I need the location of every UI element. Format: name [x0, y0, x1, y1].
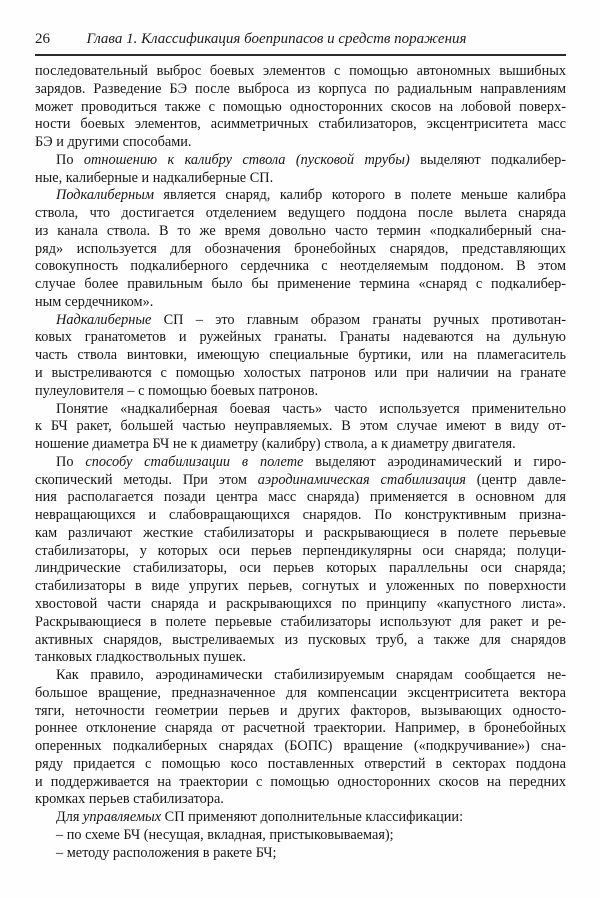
page-number: 26: [35, 31, 50, 47]
text-segment: стабилизаторы в виде упругих перьев, согнутых и уложенных по поверхности: [35, 578, 566, 595]
text-segment: тяги, неточности геометрии перьев и других факторов, вызывающих односто-: [35, 702, 566, 719]
text-line: [35, 152, 566, 170]
text-segment: скопический методы. При этом: [35, 471, 258, 488]
text-segment: Как правило, аэродинамически стабилизируемым снарядам сообщается не-: [56, 667, 566, 684]
page-header: [35, 31, 566, 51]
text-segment: ния располагается позади центра масс снаряда) применяется в основном для: [35, 489, 566, 506]
text-line: [35, 774, 566, 792]
text-line: [35, 170, 566, 188]
text-segment: часть ствола винтовки, имеющую специальные буртики, или на пламегаситель: [35, 347, 566, 364]
text-segment: ношение диаметра БЧ не к диаметру (калибру) ствола, а к диаметру двигателя.: [35, 436, 516, 453]
text-segment: кромках перьев стабилизатора.: [35, 791, 224, 808]
text-segment: и поддерживается на траектории с помощью односторонних скосов на передних: [35, 773, 566, 790]
text-segment: Для: [56, 809, 84, 826]
text-segment: роннее отклонение снаряда от расчетной траектории. Например, в бронебойных: [35, 720, 566, 737]
text-segment: ряд» используется для обозначения бронебойных снарядов, представляющих: [35, 240, 566, 257]
text-segment: – методу расположения в ракете БЧ;: [56, 844, 277, 861]
text-line: [35, 329, 566, 347]
text-segment: ствола, что достигается отделением ведущего поддона после вылета снаряда: [35, 205, 566, 222]
text-segment: выделяют аэродинамический и гиро-: [303, 453, 566, 470]
text-line: [35, 365, 566, 383]
text-line: [35, 294, 566, 312]
text-line: [35, 276, 566, 294]
text-line: [35, 436, 566, 454]
text-line: [35, 525, 566, 543]
text-segment: последовательный выброс боевых элементов с помощью автономных вышибных: [35, 63, 566, 79]
text-segment: выделяют подкалибер-: [409, 151, 566, 168]
text-segment: стабилизаторы, у которых оси перьев перпендикулярны оси снаряда; полуци-: [35, 542, 566, 559]
text-segment: и выстреливаются с помощью холостых патронов или при наличии на гранате: [35, 365, 566, 382]
text-line: [35, 578, 566, 596]
text-line: [35, 187, 566, 205]
text-line: [35, 312, 566, 330]
italic-text-segment: отношению к калибру ствола (пусковой трубы): [83, 151, 410, 168]
text-segment: По: [56, 453, 86, 470]
page-body: [35, 63, 566, 862]
text-segment: хвостовой части снаряда и раскрывающихся по принципу «капустного листа».: [35, 595, 566, 612]
text-segment: невращающихся и слабовращающихся снарядов. По конструктивным призна-: [35, 507, 566, 524]
text-segment: Раскрывающиеся в полете перьевые стабилизаторы используют для ракет и ре-: [35, 613, 566, 630]
text-line: [35, 418, 566, 436]
text-line: [35, 827, 566, 845]
text-segment: СП применяют дополнительные классификации:: [161, 809, 464, 826]
text-line: [35, 703, 566, 721]
italic-text-segment: управляемых: [83, 809, 162, 826]
text-line: [35, 614, 566, 632]
text-segment: танковых гладкоствольных пушек.: [35, 649, 246, 666]
italic-text-segment: аэродинамическая стабилизация: [257, 471, 466, 488]
text-segment: линдрические стабилизаторы, оси перьев которых параллельны оси снаряда;: [35, 560, 566, 577]
text-line: [35, 258, 566, 276]
text-segment: ряду придается с помощью косо поставленных отверстий в секторах поддона: [35, 755, 566, 772]
text-segment: активных снарядов, выстреливаемых из пусковых труб, а также для снарядов: [35, 631, 566, 648]
running-header: Глава 1. Классификация боеприпасов и средств поражения: [86, 31, 467, 47]
text-line: [35, 756, 566, 774]
italic-text-segment: Надкалиберные: [56, 311, 152, 328]
text-segment: большое вращение, предназначенное для компенсации эксцентриситета вектора: [35, 684, 566, 701]
text-line: [35, 791, 566, 809]
text-line: [35, 205, 566, 223]
text-line: [35, 99, 566, 117]
text-line: [35, 685, 566, 703]
text-line: [35, 347, 566, 365]
text-line: [35, 81, 566, 99]
text-line: [35, 649, 566, 667]
text-line: [35, 543, 566, 561]
text-line: [35, 223, 566, 241]
header-rule: [35, 54, 566, 56]
text-segment: По: [56, 151, 84, 168]
text-line: [35, 489, 566, 507]
text-segment: пулеуловителя – с помощью боевых патронов.: [35, 382, 319, 399]
text-segment: – по схеме БЧ (несущая, вкладная, пристыковываемая);: [56, 826, 394, 843]
text-line: [35, 845, 566, 863]
text-segment: является снаряд, калибр которого в полете меньше калибра: [153, 187, 566, 204]
text-segment: (центр давле-: [465, 471, 566, 488]
text-line: [35, 63, 566, 81]
text-line: [35, 472, 566, 490]
text-segment: может проводиться также с помощью односторонних скосов на лобовой поверх-: [35, 98, 566, 115]
text-line: [35, 401, 566, 419]
italic-text-segment: способу стабилизации в полете: [85, 453, 304, 470]
text-segment: кам различают жесткие стабилизаторы и раскрывающиеся в полете перьевые: [35, 524, 566, 541]
text-segment: ковых гранатометов и ружейных гранаты. Гранаты надеваются на дульную: [35, 329, 566, 346]
text-segment: зарядов. Разведение БЭ после выброса из корпуса по радиальным направлениям: [35, 80, 566, 97]
text-segment: ности боевых элементов, асимметричных стабилизаторов, эксцентриситета масс: [35, 116, 566, 133]
text-segment: совокупность подкалиберного сердечника с неотделяемым поддоном. В этом: [35, 258, 566, 275]
text-line: [35, 738, 566, 756]
text-line: [35, 241, 566, 259]
text-segment: ные, калиберные и надкалиберные СП.: [35, 169, 274, 186]
text-line: [35, 507, 566, 525]
text-line: [35, 134, 566, 152]
text-segment: оперенных подкалиберных снарядах (БОПС) вращение («подкручивание») сна-: [35, 738, 566, 755]
text-segment: ным сердечником».: [35, 293, 154, 310]
text-segment: случае более правильным было бы применение термина «снаряд с подкалибер-: [35, 276, 566, 293]
text-line: [35, 667, 566, 685]
text-segment: из канала ствола. В то же время довольно часто термин «подкалиберный сна-: [35, 222, 566, 239]
text-line: [35, 632, 566, 650]
text-line: [35, 596, 566, 614]
text-line: [35, 116, 566, 134]
text-segment: БЭ и другими способами.: [35, 134, 192, 151]
text-segment: к БЧ ракет, большей частью неуправляемых. В этом случае имеют в виду от-: [35, 418, 566, 435]
text-line: [35, 560, 566, 578]
italic-text-segment: Подкалиберным: [56, 187, 154, 204]
text-line: [35, 809, 566, 827]
text-line: [35, 454, 566, 472]
text-segment: Понятие «надкалиберная боевая часть» часто используется применительно: [56, 400, 566, 417]
text-segment: СП – это главным образом гранаты ручных противотан-: [151, 311, 566, 328]
text-line: [35, 720, 566, 738]
text-line: [35, 383, 566, 401]
